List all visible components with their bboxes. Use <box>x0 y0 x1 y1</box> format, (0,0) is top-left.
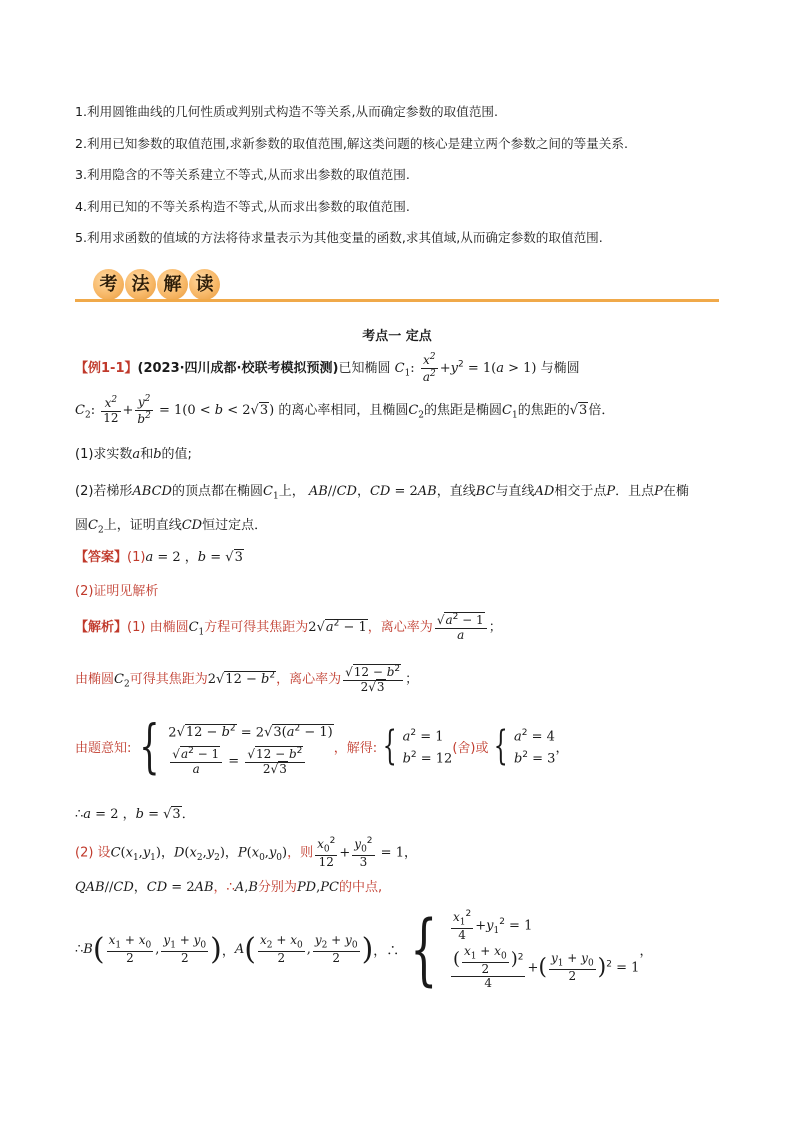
solution-line-1: 【解析】(1) 由椭圆$C_1$方程可得其焦距为2√ $a^2 - 1$，离心率为 √ $\frac{a^2 - 1}{a}$ ； <box>75 612 502 643</box>
solution-text: ，解得: <box>333 740 378 756</box>
question-text: 和 <box>140 447 154 462</box>
question-text: 恒过定点． <box>202 518 268 533</box>
question-text: 与直线 <box>495 484 535 499</box>
answer-line-1: 【答案】(1)a = 2 ，b = √ 3 <box>75 546 244 565</box>
method-item-3: 3.利用隐含的不等关系建立不等式,从而求出参数的取值范围. <box>75 167 410 182</box>
example-line-1: 【例1-1】(2023·四川成都·校联考模拟预测)已知椭圆 $C_1$: $\frac{x^2}{a^2}$ $+y^2 = 1(a > 1)$ 与椭圆 <box>75 352 580 384</box>
banner-underline <box>75 299 719 302</box>
example-line-2: $C_2$: $\frac{x^2}{12}$ + $\frac{y^2}{b^2}$ = 1(0 < b < 2√ 3) 的离心率相同，且椭圆$C_2$的焦距是椭圆$C_1$的焦距的√ 3倍． <box>75 394 614 427</box>
question-text: 在椭 <box>662 484 689 499</box>
question-text: 的顶点都在椭圆 <box>171 484 263 499</box>
banner-char-3: 解 <box>157 269 188 300</box>
question-text: 圆 <box>75 518 89 533</box>
solution-tag: 【解析】 <box>75 619 128 635</box>
banner-char-2: 法 <box>125 269 156 300</box>
solution-text: (1) 由椭圆 <box>127 619 189 635</box>
example-text: 的焦距是椭圆 <box>424 402 503 418</box>
solution-line-4: ∴a = 2 ，b = √ 3． <box>75 803 195 822</box>
method-item-5: 5.利用求函数的值域的方法将待求量表示为其他变量的函数,求其值域,从而确定参数的取值范围. <box>75 230 603 245</box>
solution-line-3: 由题意知: { 2√ $12 - b^2 = 2√$ $3(a^2 - 1)$ √ $\frac{a^2 - 1}{a}$ = √ $\frac{12 - b^2}{2√ 3}$ ，解得: { $a^2 = 1$ $b^2 = 12$ (舍)或 { $a^2 = 4$ $b^2 = 3$ ， <box>75 716 568 777</box>
question-text: (1)求实数 <box>75 447 133 462</box>
banner-char-1: 考 <box>93 269 124 300</box>
example-text: 的离心率相同，且椭圆 <box>278 402 409 418</box>
question-text: 的值; <box>161 447 192 462</box>
example-source: (2023·四川成都·校联考模拟预测) <box>137 360 339 376</box>
solution-text: ，离心率为 <box>367 619 433 635</box>
method-item-2: 2.利用已知参数的取值范围,求新参数的取值范围,解这类问题的核心是建立两个参数之间的等量关系. <box>75 135 628 151</box>
solution-text: ，离心率为 <box>276 671 342 687</box>
question-text: ．且点 <box>615 484 655 499</box>
banner-char-4: 读 <box>189 269 220 300</box>
section-title: 考点一 定点 <box>362 329 432 344</box>
solution-text: 的中点, <box>338 880 383 895</box>
question-text: (2)若梯形 <box>75 484 133 499</box>
example-text: 已知椭圆 <box>338 360 391 376</box>
solution-text: 方程可得其焦距为 <box>204 619 309 635</box>
solution-text: 由椭圆 <box>75 671 115 687</box>
question-text: 相交于点 <box>554 484 607 499</box>
solution-line-6: QAB//CD，CD = 2AB，∴A,B分别为PD,PC的中点, <box>75 880 383 895</box>
section-banner <box>75 266 719 304</box>
solution-text: 由题意知: <box>75 740 132 756</box>
solution-line-7: ∴B( $\frac{x_1 + x_0}{2}$ , $\frac{y_1 + y_0}{2}$ )，A( $\frac{x_2 + x_0}{2}$ , $\frac{y_2 + y_0}{2}$ )，∴ { $\frac{x_1^2}{4}$ $+y_1^2 = 1$ ( $\frac{x_1 + x_0}{2}$ )$^2$ 4 +( $\frac{y_1 + y_0}{2}$ )$^2$ = 1 ， <box>75 904 653 995</box>
solution-text: (舍)或 <box>452 740 489 756</box>
question-2: (2)若梯形ABCD的顶点都在椭圆$C_1$上， AB//CD，CD = 2AB，直线BC与直线AD相交于点P．且点P在椭 <box>75 484 689 502</box>
solution-text: ，则 <box>287 845 314 861</box>
solution-line-5: (2) 设$C(x_1,y_1)$，$D(x_2,y_2)$，$P(x_0,y_0)$，则 $\frac{x_0^2}{12}$ + $\frac{y_0^2}{3}$ = 1， <box>75 836 417 869</box>
answer-line-2: (2)证明见解析 <box>75 584 159 599</box>
solution-line-2: 由椭圆$C_2$可得其焦距为2√ $12 - b^2$，离心率为 √ $\frac{12 - b^2}{2√ 3}$ ； <box>75 664 418 695</box>
solution-text: 可得其焦距为 <box>129 671 208 687</box>
method-list <box>75 100 628 258</box>
example-tag: 【例1-1】 <box>75 360 138 376</box>
question-2-cont: 圆$C_2$上，证明直线CD恒过定点． <box>75 518 268 536</box>
question-text: 上，证明直线 <box>103 518 182 533</box>
answer-tag: 【答案】 <box>75 550 128 565</box>
example-text: 与椭圆 <box>540 360 580 376</box>
question-text: 上， <box>278 484 305 499</box>
answer-text: (1) <box>127 550 146 565</box>
solution-text: ，∴ <box>213 880 235 895</box>
solution-text: Q <box>75 880 86 895</box>
question-text: ，直线 <box>436 484 476 499</box>
example-text: 倍． <box>588 402 615 418</box>
method-item-4: 4.利用已知的不等关系构造不等式,从而求出参数的取值范围. <box>75 198 410 214</box>
method-item-1: 1.利用圆锥曲线的几何性质或判别式构造不等关系,从而确定参数的取值范围. <box>75 104 499 119</box>
question-1: (1)求实数a和b的值; <box>75 447 192 462</box>
solution-text: 分别为 <box>257 880 297 895</box>
example-text: 的焦距的 <box>517 402 570 418</box>
solution-text: (2) 设 <box>75 845 111 861</box>
